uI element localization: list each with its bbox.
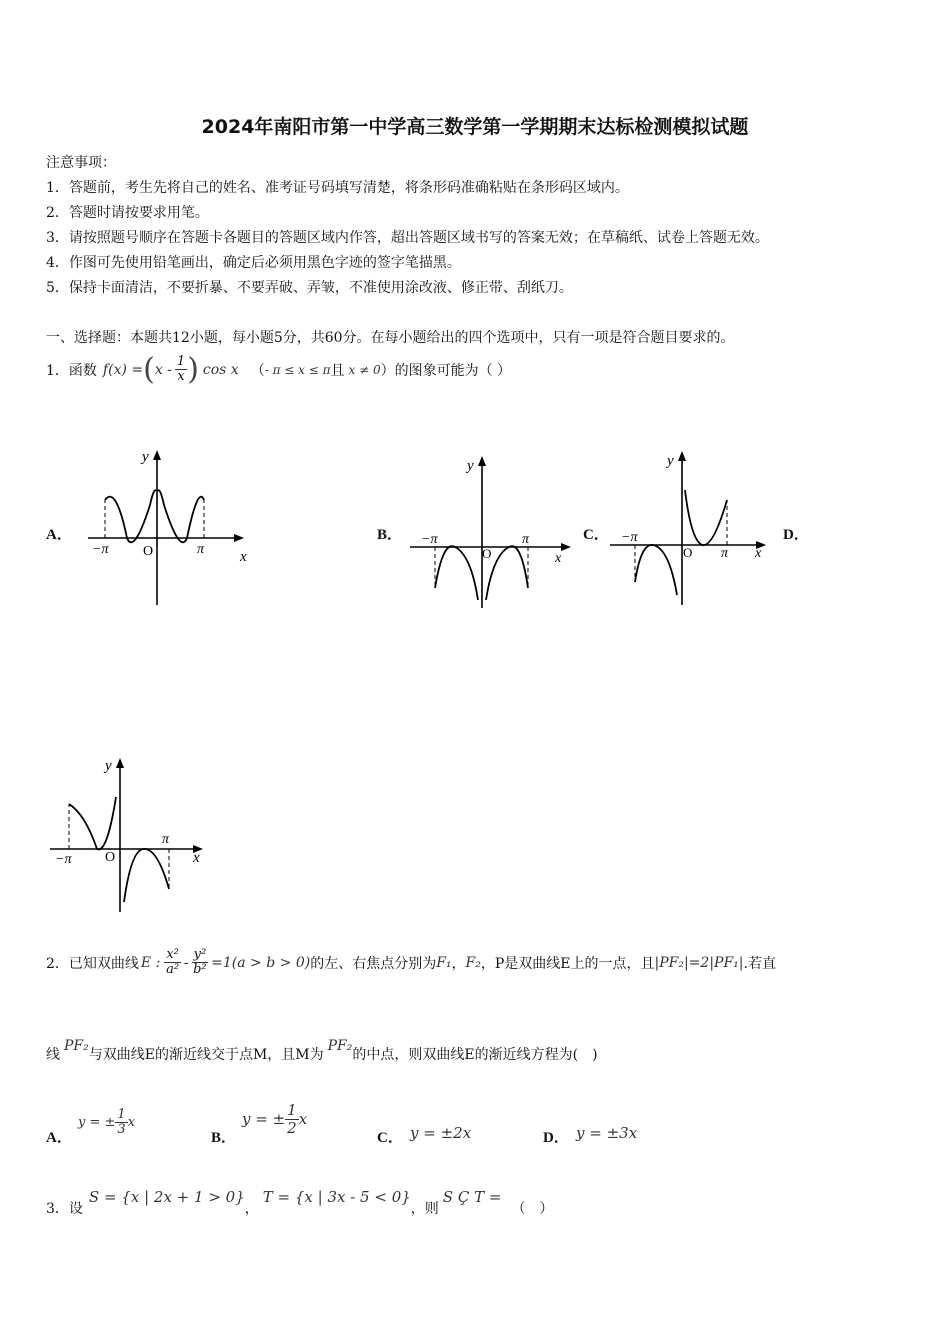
neg-pi-label: −π	[621, 530, 638, 545]
q2-option-b-label: B．	[211, 1130, 237, 1146]
q2-frac-x	[164, 948, 181, 978]
q3-blank: （ ）	[511, 1201, 554, 1217]
q2-x2: x²	[166, 947, 179, 962]
y-axis-arrow-icon	[678, 451, 686, 461]
q1-graph-b	[405, 450, 580, 615]
q2-comma: ，	[451, 955, 466, 972]
q2-ans-a-pre: y = ±	[78, 1115, 116, 1131]
q1-domain-nz: x ≠ 0	[348, 362, 381, 377]
q1-option-c-label: C．	[583, 527, 609, 543]
question-2-line-2	[46, 1038, 598, 1064]
x-label: x	[555, 551, 562, 566]
q2-y2: y²	[193, 947, 207, 962]
q1-prefix: 1．函数	[46, 362, 97, 379]
origin-label: O	[143, 544, 154, 559]
question-2-line-1	[46, 948, 776, 978]
q1-frac-den: x	[177, 369, 185, 384]
x-label: x	[755, 546, 762, 561]
q2-ans-b-num: 1	[287, 1101, 297, 1119]
q1-paren-open: (	[143, 352, 155, 387]
y-label: y	[467, 458, 474, 474]
q1-option-b-label: B．	[377, 527, 403, 543]
q1-and: 且	[330, 362, 345, 379]
q1-domain-expr: - π ≤ x ≤ π	[264, 362, 331, 377]
origin-label: O	[105, 850, 116, 865]
pi-label: π	[162, 832, 170, 847]
question-3	[46, 1182, 553, 1218]
q2-ans-a-num: 1	[117, 1107, 126, 1122]
q2-eq-rhs: =1(a > b > 0)	[211, 954, 311, 971]
section-heading: 一、选择题：本题共12小题，每小题5分，共60分。在每小题给出的四个选项中，只有一项是符合题目要求的。	[46, 330, 735, 346]
y-label: y	[142, 449, 149, 465]
q1-option-d-label: D．	[783, 527, 809, 543]
q1-cos: cos x	[202, 361, 239, 378]
neg-pi-label: −π	[92, 542, 109, 557]
q1-minus: x -	[154, 361, 172, 378]
q3-set-s: S = {x | 2x + 1 > 0}	[88, 1188, 245, 1206]
q2-prefix: 2．已知双曲线	[46, 955, 139, 972]
q2-option-c-label: C．	[377, 1130, 403, 1146]
q3-expr: S Ç T =	[442, 1188, 502, 1206]
neg-pi-label: −π	[55, 852, 72, 867]
q2-line2-b: 与双曲线E的渐近线交于点M，且M为	[88, 1047, 324, 1063]
q2-ans-a-post: x	[127, 1115, 136, 1131]
q2-ans-b-den: 2	[287, 1118, 297, 1137]
q3-comma: ，	[244, 1201, 259, 1217]
q2-options	[46, 1100, 906, 1152]
q1-frac-num: 1	[176, 353, 186, 369]
curve	[635, 490, 727, 595]
q2-text-3: .若直	[743, 955, 776, 972]
q2-minus: -	[183, 954, 189, 971]
q2-ans-b-frac	[285, 1102, 299, 1136]
q2-f1: F₁	[436, 954, 452, 971]
notice-item-3: 3．请按照题号顺序在答题卡各题目的答题区域内作答，超出答题区域书写的答案无效；在草稿纸、试卷上答题无效。	[46, 230, 769, 246]
notice-heading: 注意事项：	[46, 155, 116, 171]
q2-condition: |PF₂|=2|PF₁|	[654, 954, 744, 971]
pi-label: π	[197, 542, 205, 557]
q2-ans-b-pre: y = ±	[242, 1110, 286, 1128]
q2-b2: b²	[193, 962, 207, 978]
notice-item-2: 2．答题时请按要求用笔。	[46, 205, 209, 221]
origin-label: O	[683, 545, 693, 560]
x-label: x	[193, 850, 200, 866]
q1-graph-a	[80, 445, 260, 610]
q2-option-d-label: D．	[543, 1130, 569, 1146]
q1-func-lhs: f(x) =	[102, 361, 144, 378]
q2-eq-e: E :	[140, 954, 161, 971]
q2-ans-a-den: 3	[117, 1122, 126, 1138]
neg-pi-label: −π	[421, 532, 438, 547]
q2-a2: a²	[166, 962, 180, 978]
q2-option-b-value	[242, 1102, 307, 1136]
question-1	[46, 352, 511, 387]
q2-option-c-value: y = ±2x	[410, 1124, 472, 1142]
q2-line2-c: 的中点，则双曲线E的渐近线方程为( )	[352, 1047, 598, 1063]
y-label: y	[667, 453, 674, 469]
q1-domain-close: ）的图象可能为（ ）	[380, 362, 512, 379]
q2-ans-a-frac	[115, 1108, 127, 1138]
q3-then: ，则	[410, 1201, 439, 1217]
q1-graph-d	[45, 752, 215, 917]
notice-item-5: 5．保持卡面清洁，不要折暴、不要弄破、弄皱，不准使用涂改液、修正带、刮纸刀。	[46, 280, 573, 296]
x-label: x	[240, 549, 247, 565]
q2-ans-b-post: x	[298, 1110, 308, 1128]
q1-fraction	[175, 355, 187, 385]
pi-label: π	[721, 546, 729, 561]
curve	[105, 490, 204, 542]
q2-option-a-value	[78, 1108, 135, 1138]
notice-item-1: 1．答题前，考生先将自己的姓名、准考证号码填写清楚，将条形码准确粘贴在条形码区域内。	[46, 180, 629, 196]
y-axis-arrow-icon	[153, 450, 161, 460]
q2-option-d-value: y = ±3x	[576, 1124, 638, 1142]
y-label: y	[105, 758, 112, 774]
q3-prefix: 3．设	[46, 1201, 83, 1217]
q1-paren-close: )	[187, 352, 199, 387]
pi-label: π	[522, 532, 530, 547]
x-axis-arrow-icon	[234, 534, 244, 542]
q2-line2-a: 线	[46, 1047, 60, 1063]
q3-set-t: T = {x | 3x - 5 < 0}	[262, 1188, 411, 1206]
q2-text-1: 的左、右焦点分别为	[310, 955, 437, 972]
q1-graph-c	[605, 445, 775, 610]
page-title: 2024年南阳市第一中学高三数学第一学期期末达标检测模拟试题	[201, 116, 749, 138]
q1-option-a-label: A．	[46, 527, 72, 543]
q2-frac-y	[192, 948, 209, 978]
y-axis-arrow-icon	[478, 456, 486, 466]
notice-item-4: 4．作图可先使用铅笔画出，确定后必须用黑色字迹的签字笔描黑。	[46, 255, 461, 271]
q2-option-a-label: A．	[46, 1130, 72, 1146]
y-axis-arrow-icon	[116, 758, 124, 768]
q2-f2: F₂	[465, 954, 481, 971]
q2-pf2-a: PF₂	[64, 1038, 89, 1054]
q1-domain-open: （	[250, 362, 265, 379]
x-axis-arrow-icon	[561, 543, 571, 551]
q2-pf2-b: PF₂	[327, 1038, 353, 1054]
origin-label: O	[482, 546, 492, 561]
q2-text-2: ，P是双曲线E上的一点，且	[480, 955, 655, 972]
